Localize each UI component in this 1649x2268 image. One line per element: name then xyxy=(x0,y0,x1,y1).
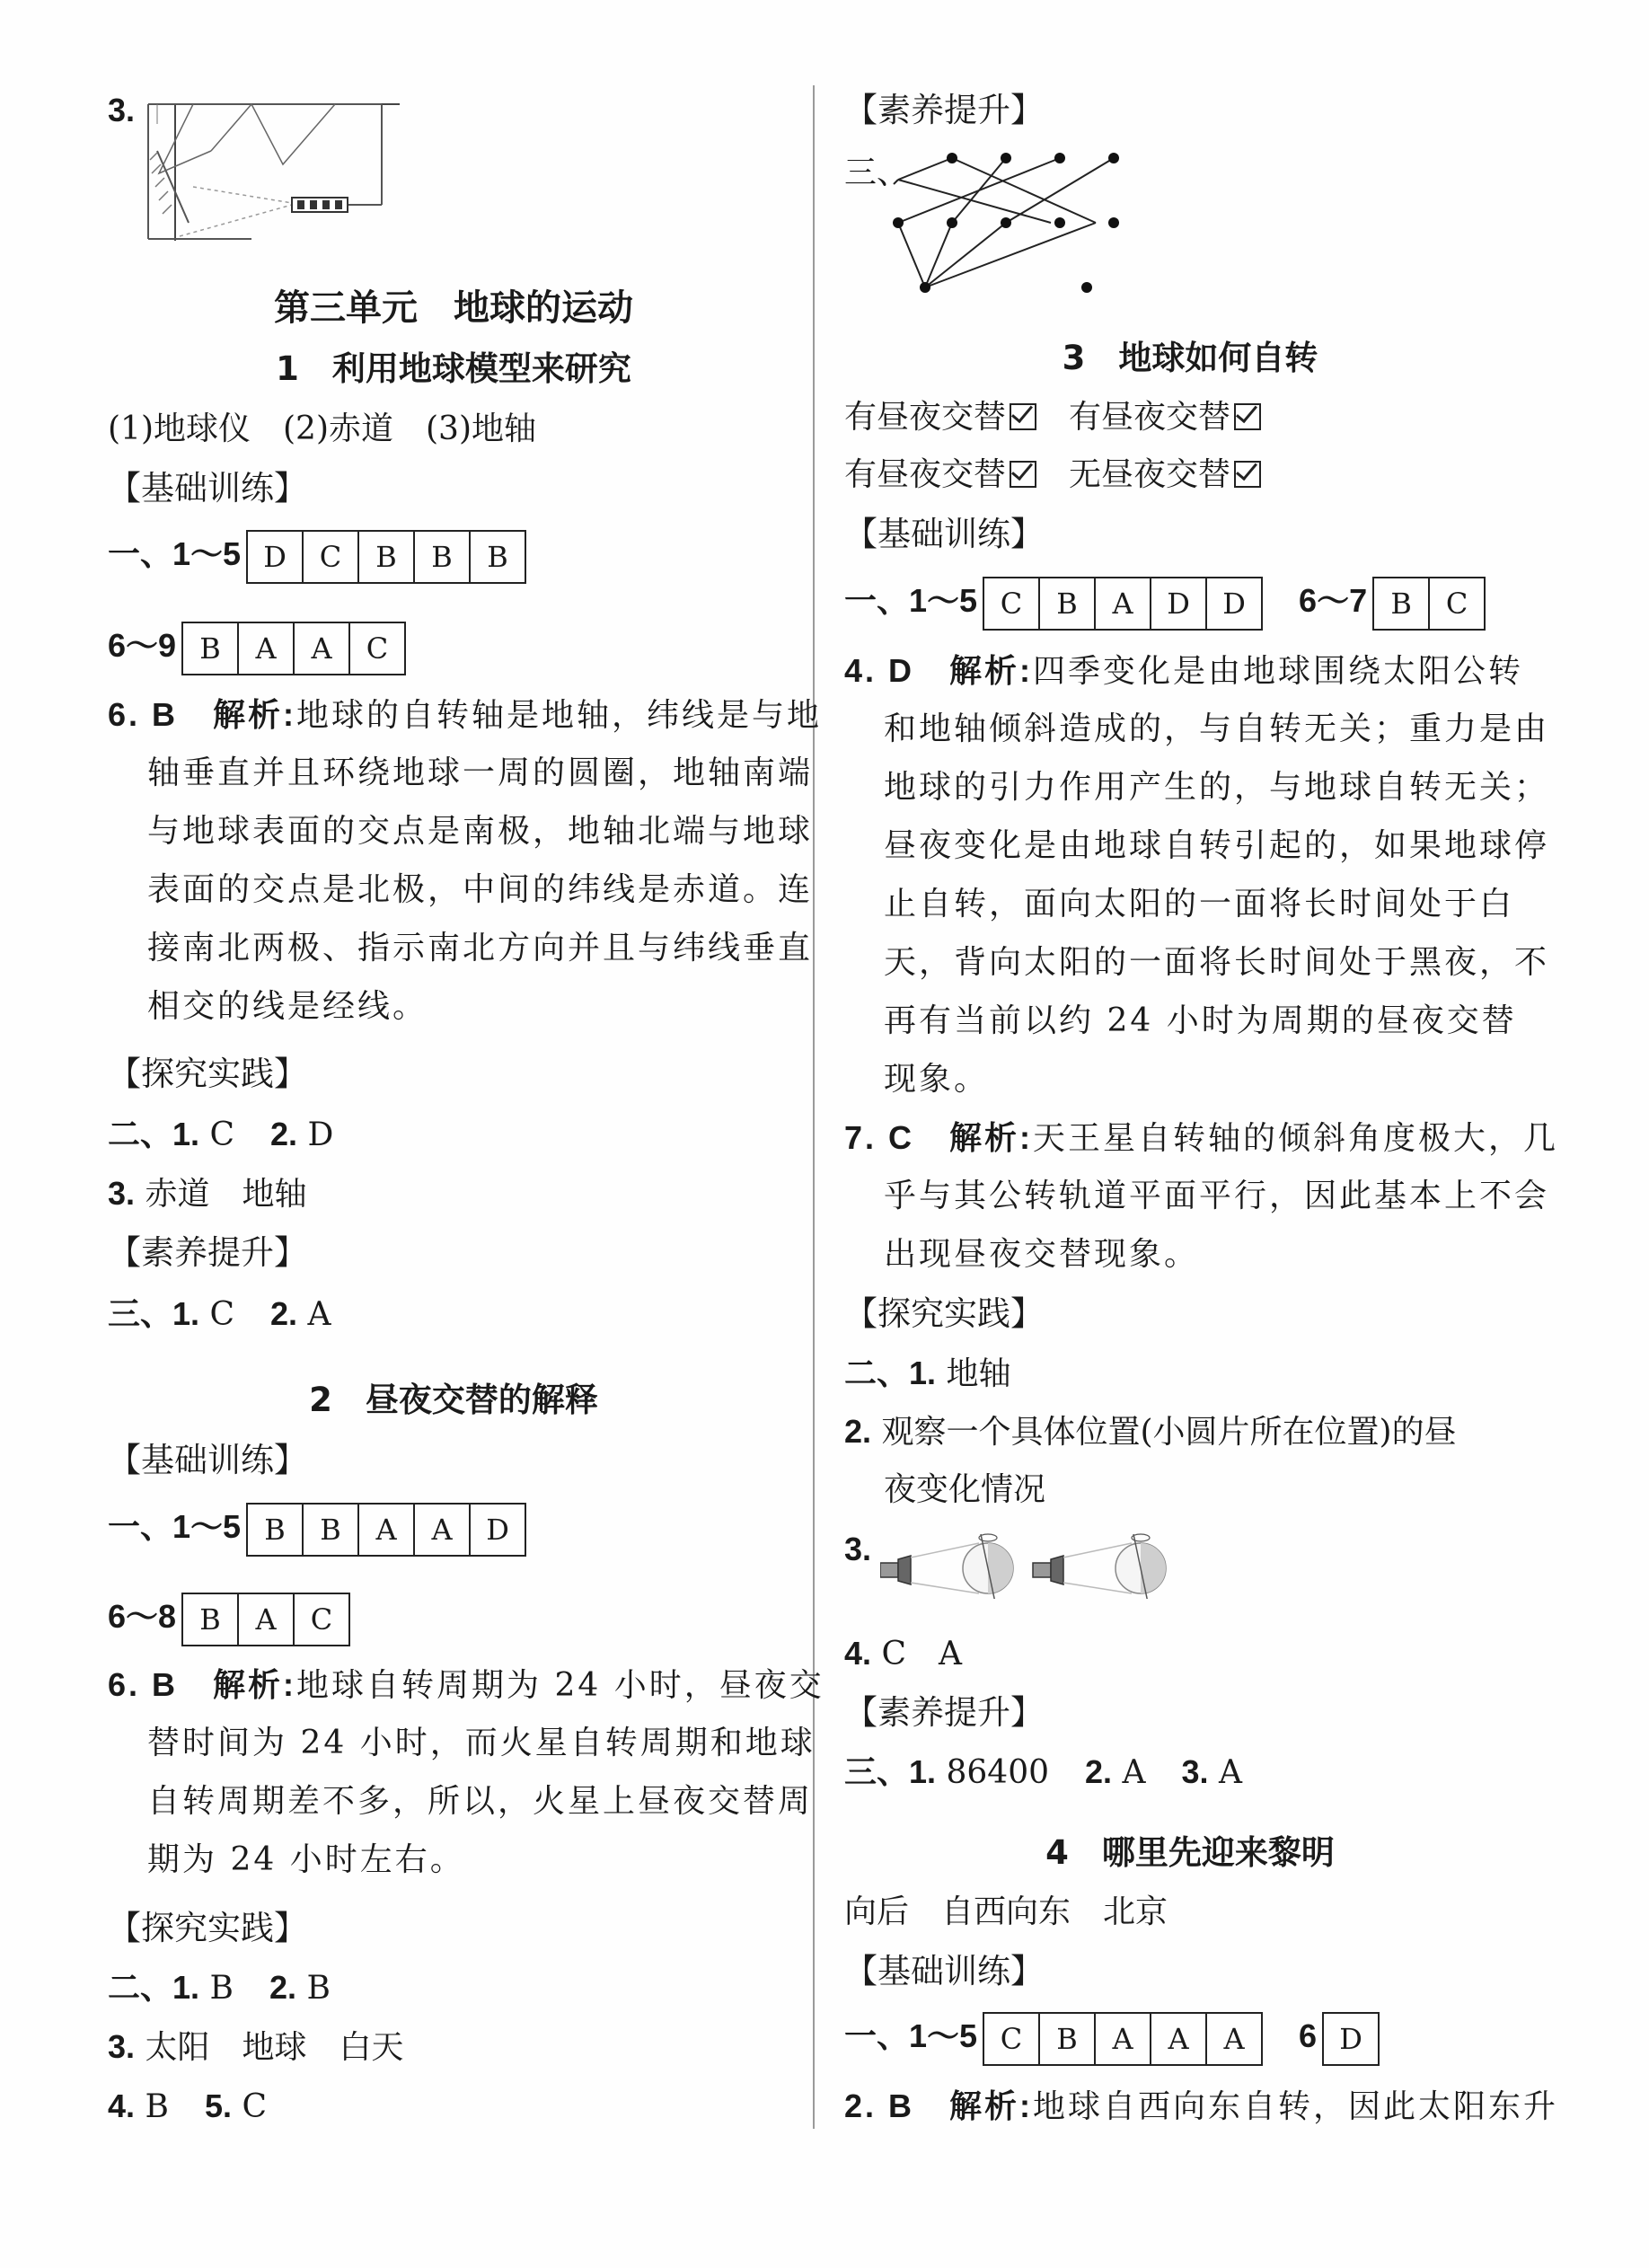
choice-text: 有昼夜交替 xyxy=(844,399,1007,436)
q-num: 4. xyxy=(108,2087,136,2124)
answer-boxes xyxy=(983,2012,1263,2066)
answer-boxes xyxy=(983,577,1263,631)
lesson1-improve-1 xyxy=(108,1293,331,1336)
analysis-text: 出现昼夜交替现象。 xyxy=(884,1236,1200,1273)
checkbox-checked-icon xyxy=(1234,403,1261,430)
analysis-text: 地球的自转轴是地轴，纬线是与地 xyxy=(296,697,823,734)
row-label: 6～7 xyxy=(1299,582,1368,619)
answer-boxes xyxy=(1322,2012,1380,2066)
lesson1-explore-1 xyxy=(108,1114,333,1156)
row-label: 一、1～5 xyxy=(844,582,978,619)
lesson2-answer-row1 xyxy=(108,1503,526,1557)
choice-text: 无昼夜交替 xyxy=(1069,456,1231,493)
row-label: 一、1～5 xyxy=(108,1508,242,1545)
analysis-text: 止自转，面向太阳的一面将长时间处于白 xyxy=(884,886,1515,922)
lesson3-explore-4 xyxy=(844,1633,962,1675)
q-num: 三、1. xyxy=(108,1295,200,1332)
column-divider xyxy=(813,85,815,2129)
answer: C A xyxy=(881,1636,963,1672)
answer-cell: B xyxy=(248,1505,304,1555)
answer: 夜变化情况 xyxy=(884,1471,1046,1508)
analysis-text: 和地轴倾斜造成的，与自转无关；重力是由 xyxy=(884,710,1550,747)
lesson2-answer-row2 xyxy=(108,1593,350,1646)
answer-boxes xyxy=(246,1503,526,1557)
unit-title: 第三单元 地球的运动 xyxy=(274,287,633,329)
answer-cell: A xyxy=(1151,2014,1207,2064)
answer: 太阳 地球 白天 xyxy=(145,2029,404,2066)
lesson3-choice-row1 xyxy=(844,397,1261,438)
q-num: 7. C xyxy=(844,1119,915,1156)
analysis-text: 表面的交点是北极，中间的纬线是赤道。连 xyxy=(147,871,814,908)
answer-cell: B xyxy=(1040,578,1096,629)
q-num: 3. xyxy=(108,1175,136,1212)
answer-cell: C xyxy=(984,578,1040,629)
lesson4-title: 4 哪里先迎来黎明 xyxy=(1045,1833,1335,1872)
analysis-text: 天王星自转轴的倾斜角度极大，几 xyxy=(1033,1120,1559,1157)
answer-cell: A xyxy=(1096,2014,1151,2064)
analysis-text: 昼夜变化是由地球自转引起的，如果地球停 xyxy=(884,827,1550,864)
choice-text: 有昼夜交替 xyxy=(844,456,1007,493)
q-num: 2. B xyxy=(844,2087,915,2124)
answer-cell: D xyxy=(1339,2022,1362,2056)
analysis-text: 地球自转周期为 24 小时，昼夜交 xyxy=(296,1667,824,1704)
answer: C xyxy=(209,1296,235,1333)
answer-cell: B xyxy=(487,540,508,574)
analysis-head: 解析: xyxy=(213,696,297,733)
q-num: 二、1. xyxy=(108,1969,200,2006)
analysis-text: 地球的引力作用产生的，与地球自转无关； xyxy=(884,769,1550,806)
row-label: 一、1～5 xyxy=(108,535,242,572)
answer-cell: D xyxy=(1222,587,1246,621)
analysis-text: 替时间为 24 小时，而火星自转周期和地球 xyxy=(147,1725,816,1761)
answer-boxes xyxy=(181,1593,350,1646)
lesson1-q6 xyxy=(108,694,822,737)
row-label: 一、1～5 xyxy=(844,2017,978,2054)
section-basic: 【基础训练】 xyxy=(108,469,307,507)
matching-label: 三、 xyxy=(844,154,910,191)
q-num: 3. xyxy=(1181,1753,1209,1790)
answer-boxes xyxy=(1372,577,1486,631)
analysis-head: 解析: xyxy=(949,1119,1034,1156)
section-improve: 【素养提升】 xyxy=(108,1233,307,1272)
answer: 86400 xyxy=(946,1754,1050,1791)
lesson1-explore-3 xyxy=(108,1173,307,1215)
checkbox-checked-icon xyxy=(1234,461,1261,488)
analysis-text: 接南北两极、指示南北方向并且与纬线垂直 xyxy=(147,930,814,966)
section-basic: 【基础训练】 xyxy=(844,515,1044,553)
answer-cell: A xyxy=(239,1594,295,1645)
q-num: 6. B xyxy=(108,696,179,733)
analysis-text: 相交的线是经线。 xyxy=(147,988,428,1025)
section-basic: 【基础训练】 xyxy=(844,1952,1044,1990)
lesson3-answer-row1 xyxy=(844,577,1486,631)
lesson4-q2 xyxy=(844,2086,1558,2128)
answer: A xyxy=(1218,1754,1242,1791)
lesson3-title: 3 地球如何自转 xyxy=(1062,339,1318,377)
analysis-text: 四季变化是由地球围绕太阳公转 xyxy=(1033,653,1524,690)
q3-label: 3. xyxy=(108,92,136,128)
answer: 地轴 xyxy=(946,1355,1011,1392)
lesson2-explore-3 xyxy=(108,2026,404,2069)
analysis-text: 地球自西向东自转，因此太阳东升 xyxy=(1033,2088,1559,2125)
answer: 观察一个具体位置(小圆片所在位置)的昼 xyxy=(881,1414,1457,1451)
answer-cell: A xyxy=(1096,578,1151,629)
section-explore: 【探究实践】 xyxy=(844,1294,1044,1333)
answer-cell: C xyxy=(304,532,359,582)
mirror-light-path-figure xyxy=(139,97,400,241)
analysis-text: 自转周期差不多，所以，火星上昼夜交替周 xyxy=(147,1783,814,1820)
q-num: 2. xyxy=(270,1116,298,1152)
answer-cell: B xyxy=(183,1594,239,1645)
lesson3-choice-row2 xyxy=(844,454,1261,496)
lesson3-explore-3-label: 3. xyxy=(844,1531,872,1567)
answer: A xyxy=(1122,1754,1146,1791)
answer-cell: C xyxy=(984,2014,1040,2064)
analysis-text: 天，背向太阳的一面将长时间处于黑夜，不 xyxy=(884,944,1550,981)
q-num: 2. xyxy=(1085,1753,1113,1790)
lesson2-q6 xyxy=(108,1664,824,1707)
answer-cell: B xyxy=(183,623,239,674)
answer-boxes xyxy=(181,622,406,675)
analysis-text: 乎与其公转轨道平面平行，因此基本上不会 xyxy=(884,1178,1550,1214)
lesson3-explore-2 xyxy=(844,1411,1457,1453)
answer-cell: C xyxy=(366,631,389,666)
lesson3-q7 xyxy=(844,1117,1558,1160)
row-label: 6 xyxy=(1299,2017,1318,2054)
answer-cell: B xyxy=(1040,2014,1096,2064)
q-num: 5. xyxy=(204,2087,232,2124)
analysis-text: 轴垂直并且环绕地球一周的圆圈，地轴南端 xyxy=(147,755,814,791)
lesson2-explore-1 xyxy=(108,1967,331,2009)
q-num: 4. D xyxy=(844,652,915,689)
lesson2-explore-4 xyxy=(108,2086,267,2128)
checkbox-checked-icon xyxy=(1010,403,1036,430)
answer-cell: C xyxy=(310,1602,333,1637)
section-explore: 【探究实践】 xyxy=(108,1909,307,1947)
answer-cell: B xyxy=(359,532,415,582)
answer-cell: A xyxy=(239,623,295,674)
answer-cell: D xyxy=(1151,578,1207,629)
analysis-head: 解析: xyxy=(949,652,1034,689)
lesson4-answer-row1 xyxy=(844,2012,1380,2066)
matching-dots-figure xyxy=(889,144,1159,305)
lesson1-intro: (1)地球仪 (2)赤道 (3)地轴 xyxy=(108,410,536,447)
q-num: 二、1. xyxy=(108,1116,200,1152)
answer: B xyxy=(306,1970,331,2007)
section-basic: 【基础训练】 xyxy=(108,1441,307,1479)
lesson1-answer-row1 xyxy=(108,530,526,584)
answer-cell: A xyxy=(295,623,350,674)
answer: B xyxy=(145,2088,169,2125)
lesson1-answer-row2 xyxy=(108,622,406,675)
flashlight-globe-figure xyxy=(880,1527,1186,1599)
row-label: 6～8 xyxy=(108,1598,177,1635)
analysis-head: 解析: xyxy=(213,1666,297,1703)
q-num: 三、1. xyxy=(844,1753,937,1790)
lesson3-explore-1 xyxy=(844,1353,1011,1395)
answer-cell: B xyxy=(304,1505,359,1555)
checkbox-checked-icon xyxy=(1010,461,1036,488)
answer-cell: A xyxy=(359,1505,415,1555)
analysis-text: 再有当前以约 24 小时为周期的昼夜交替 xyxy=(884,1002,1517,1039)
analysis-text: 期为 24 小时左右。 xyxy=(147,1841,465,1878)
answer-cell: A xyxy=(415,1505,471,1555)
q-num: 二、1. xyxy=(844,1355,937,1391)
section-improve: 【素养提升】 xyxy=(844,1693,1044,1732)
answer: C xyxy=(209,1116,235,1153)
answer-cell: D xyxy=(248,532,304,582)
choice-text: 有昼夜交替 xyxy=(1069,399,1231,436)
analysis-text: 现象。 xyxy=(884,1061,990,1098)
lesson2-title: 2 昼夜交替的解释 xyxy=(309,1381,598,1419)
q-num: 2. xyxy=(844,1413,872,1450)
q-num: 6. B xyxy=(108,1666,179,1703)
answer: A xyxy=(307,1296,331,1333)
q-num: 3. xyxy=(108,2028,136,2065)
answer: C xyxy=(242,2088,267,2125)
answer: 赤道 地轴 xyxy=(145,1176,307,1213)
analysis-head: 解析: xyxy=(949,2087,1034,2124)
q-num: 2. xyxy=(269,1969,296,2006)
answer-boxes xyxy=(246,530,526,584)
row-label: 6～9 xyxy=(108,627,177,664)
answer-cell: B xyxy=(1374,578,1430,629)
section-improve: 【素养提升】 xyxy=(844,91,1044,129)
lesson3-improve xyxy=(844,1752,1242,1794)
q-num: 2. xyxy=(270,1295,298,1332)
lesson1-title: 1 利用地球模型来研究 xyxy=(276,349,631,388)
answer: B xyxy=(209,1970,234,2007)
lesson4-intro: 向后 自西向东 北京 xyxy=(844,1893,1168,1930)
analysis-text: 与地球表面的交点是南极，地轴北端与地球 xyxy=(147,813,814,850)
q-num: 4. xyxy=(844,1635,872,1672)
answer: D xyxy=(307,1116,334,1153)
answer-cell: B xyxy=(415,532,471,582)
answer-cell: D xyxy=(486,1513,509,1547)
section-explore: 【探究实践】 xyxy=(108,1055,307,1093)
lesson3-q4 xyxy=(844,650,1523,693)
answer-cell: A xyxy=(1223,2022,1245,2056)
answer-cell: C xyxy=(1445,587,1468,621)
